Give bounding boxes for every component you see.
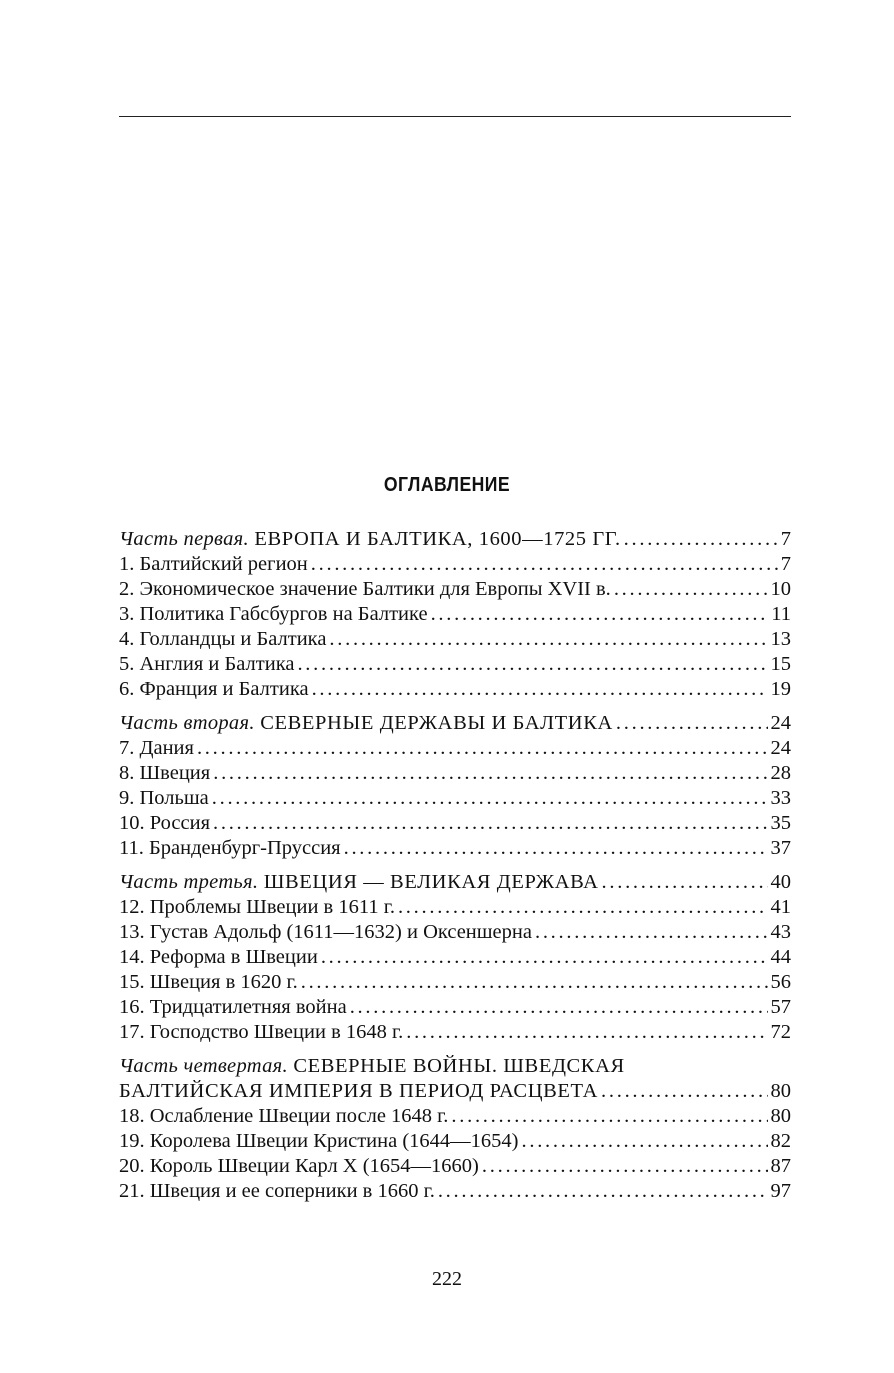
page-number: 97 — [770, 1180, 791, 1202]
page-number: 19 — [770, 678, 791, 700]
page-number: 72 — [770, 1021, 791, 1043]
page-number: 40 — [770, 871, 791, 893]
page-number: 13 — [770, 628, 791, 650]
chapter-title: 16. Тридцатилетняя война — [119, 996, 347, 1018]
part-heading — [119, 1054, 625, 1079]
chapter-title: 13. Густав Адольф (1611—1632) и Оксеншерна — [119, 921, 532, 943]
page-number: 44 — [770, 946, 791, 968]
leader-dots — [624, 527, 778, 552]
leader-dots — [301, 970, 768, 995]
toc-entry[interactable] — [119, 1154, 791, 1179]
part-title-continued — [119, 1079, 598, 1104]
leader-dots — [438, 1179, 768, 1204]
toc-entry[interactable] — [119, 1129, 791, 1154]
leader-dots — [535, 920, 768, 945]
page-number: 57 — [770, 996, 791, 1018]
part-label: Часть четвертая. — [119, 1055, 288, 1077]
chapter-title: 11. Бранденбург-Пруссия — [119, 837, 341, 859]
leader-dots — [522, 1129, 768, 1154]
leader-dots — [197, 736, 768, 761]
chapter-title: 8. Швеция — [119, 762, 211, 784]
toc-entry[interactable] — [119, 995, 791, 1020]
toc-entry[interactable] — [119, 552, 791, 577]
page-number: 37 — [770, 837, 791, 859]
leader-dots — [329, 627, 767, 652]
chapter-title: 2. Экономическое значение Балтики для Европы XVII в. — [119, 578, 611, 600]
toc-entry[interactable] — [119, 761, 791, 786]
page-folio: 222 — [432, 1268, 462, 1290]
part-heading — [119, 527, 621, 552]
part-title: ЕВРОПА И БАЛТИКА, 1600—1725 ГГ. — [254, 528, 621, 550]
leader-dots — [616, 711, 768, 736]
toc-part-entry[interactable] — [119, 870, 791, 895]
toc-part-1 — [119, 527, 791, 702]
page-number: 41 — [770, 896, 791, 918]
leader-dots — [344, 836, 768, 861]
leader-dots — [602, 870, 768, 895]
part-title-line2: БАЛТИЙСКАЯ ИМПЕРИЯ В ПЕРИОД РАСЦВЕТА — [119, 1080, 599, 1102]
page-number: 24 — [770, 737, 791, 759]
chapter-title: 21. Швеция и ее соперники в 1660 г. — [119, 1180, 435, 1202]
table-of-contents — [119, 527, 791, 1213]
part-label: Часть третья. — [119, 871, 259, 893]
chapter-title: 7. Дания — [119, 737, 194, 759]
toc-entry[interactable] — [119, 602, 791, 627]
toc-part-4 — [119, 1054, 791, 1204]
leader-dots — [398, 895, 768, 920]
part-heading — [119, 711, 613, 736]
page-number: 80 — [770, 1105, 791, 1127]
page-number: 11 — [771, 603, 791, 625]
toc-entry[interactable] — [119, 1179, 791, 1204]
chapter-title: 1. Балтийский регион — [119, 553, 308, 575]
toc-entry[interactable] — [119, 577, 791, 602]
leader-dots — [614, 577, 768, 602]
chapter-title: 19. Королева Швеции Кристина (1644—1654) — [119, 1130, 519, 1152]
toc-entry[interactable] — [119, 736, 791, 761]
toc-part-entry-line1[interactable] — [119, 1054, 791, 1079]
leader-dots — [312, 677, 768, 702]
part-title: СЕВЕРНЫЕ ДЕРЖАВЫ И БАЛТИКА — [260, 712, 613, 734]
chapter-title: 20. Король Швеции Карл X (1654—1660) — [119, 1155, 479, 1177]
toc-part-entry[interactable] — [119, 711, 791, 736]
part-title: СЕВЕРНЫЕ ВОЙНЫ. ШВЕДСКАЯ — [293, 1055, 625, 1077]
toc-entry[interactable] — [119, 627, 791, 652]
toc-entry[interactable] — [119, 1020, 791, 1045]
page-number: 80 — [770, 1080, 791, 1102]
toc-part-entry-line2[interactable] — [119, 1079, 791, 1104]
chapter-title: 6. Франция и Балтика — [119, 678, 309, 700]
page-number: 87 — [770, 1155, 791, 1177]
leader-dots — [297, 652, 767, 677]
leader-dots — [601, 1079, 767, 1104]
leader-dots — [213, 761, 767, 786]
chapter-title: 15. Швеция в 1620 г. — [119, 971, 298, 993]
page-number: 7 — [780, 528, 791, 550]
page-number: 24 — [770, 712, 791, 734]
page-number: 28 — [770, 762, 791, 784]
toc-entry[interactable] — [119, 945, 791, 970]
leader-dots — [451, 1104, 767, 1129]
chapter-title: 4. Голландцы и Балтика — [119, 628, 327, 650]
leader-dots — [431, 602, 769, 627]
chapter-title: 9. Польша — [119, 787, 209, 809]
toc-heading: ОГЛАВЛЕНИЕ — [383, 474, 511, 496]
chapter-title: 12. Проблемы Швеции в 1611 г. — [119, 896, 395, 918]
page-number: 82 — [770, 1130, 791, 1152]
toc-entry[interactable] — [119, 786, 791, 811]
toc-entry[interactable] — [119, 920, 791, 945]
part-label: Часть первая. — [119, 528, 249, 550]
toc-part-2 — [119, 711, 791, 861]
page-number: 43 — [770, 921, 791, 943]
toc-entry[interactable] — [119, 1104, 791, 1129]
page-number: 7 — [780, 553, 791, 575]
part-label: Часть вторая. — [119, 712, 255, 734]
part-heading — [119, 870, 599, 895]
toc-entry[interactable] — [119, 677, 791, 702]
chapter-title: 10. Россия — [119, 812, 210, 834]
leader-dots — [482, 1154, 768, 1179]
chapter-title: 5. Англия и Балтика — [119, 653, 295, 675]
chapter-title: 3. Политика Габсбургов на Балтике — [119, 603, 428, 625]
toc-part-entry[interactable] — [119, 527, 791, 552]
chapter-title: 17. Господство Швеции в 1648 г. — [119, 1021, 404, 1043]
header-rule — [119, 116, 791, 117]
page-number: 10 — [770, 578, 791, 600]
leader-dots — [350, 995, 768, 1020]
chapter-title: 14. Реформа в Швеции — [119, 946, 318, 968]
leader-dots — [212, 786, 768, 811]
toc-entry[interactable] — [119, 811, 791, 836]
toc-entry[interactable] — [119, 970, 791, 995]
page-number: 33 — [770, 787, 791, 809]
page-number: 15 — [770, 653, 791, 675]
part-title: ШВЕЦИЯ — ВЕЛИКАЯ ДЕРЖАВА — [263, 871, 599, 893]
leader-dots — [406, 1020, 767, 1045]
toc-entry[interactable] — [119, 895, 791, 920]
page-number: 35 — [770, 812, 791, 834]
leader-dots — [213, 811, 768, 836]
leader-dots — [321, 945, 768, 970]
toc-entry[interactable] — [119, 652, 791, 677]
page-number: 56 — [770, 971, 791, 993]
toc-part-3 — [119, 870, 791, 1045]
leader-dots — [311, 552, 778, 577]
chapter-title: 18. Ослабление Швеции после 1648 г. — [119, 1105, 449, 1127]
toc-entry[interactable] — [119, 836, 791, 861]
